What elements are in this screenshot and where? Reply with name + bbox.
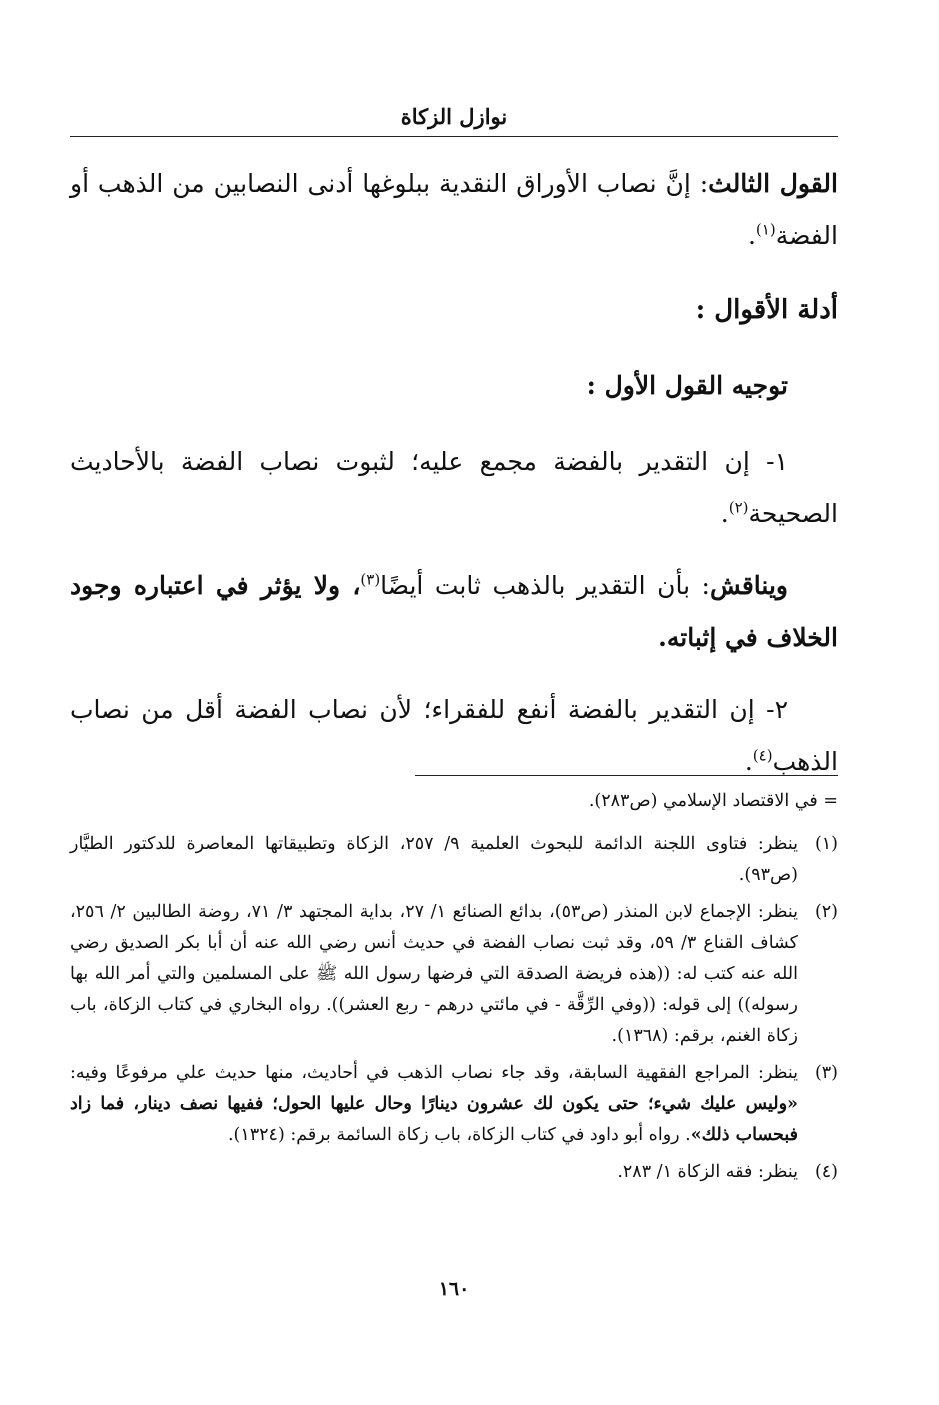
footnote-3-number: (٣) — [814, 1063, 838, 1083]
footnote-3-text-b: . رواه أبو داود في كتاب الزكاة، باب زكاة السائمة برقم: (١٣٢٤). — [227, 1125, 691, 1145]
footnote-3-text-a: ينظر: المراجع الفقهية السابقة، وقد جاء نصاب الذهب في أحاديث، منها حديث علي مرفوعًا وفيه: — [70, 1063, 798, 1083]
discussion-text-b: ، ولا يؤثر في اعتباره وجود الخلاف في إثباته. — [70, 571, 838, 652]
main-text — [70, 158, 838, 808]
footnote-1 — [70, 829, 838, 891]
discussion-paragraph — [70, 560, 838, 664]
footnote-2 — [70, 897, 838, 1052]
footnote-4-text: ينظر: فقه الزكاة ١/ ٢٨٣. — [617, 1162, 798, 1182]
footnote-ref-4[interactable]: (٤) — [752, 746, 773, 765]
footnote-1-number: (١) — [814, 834, 838, 854]
third-opinion-label: القول الثالث — [708, 169, 838, 198]
footnote-1-text: ينظر: فتاوى اللجنة الدائمة للبحوث العلمية ٩/ ٢٥٧، الزكاة وتطبيقاتها المعاصرة للدكتور الطيَّار (ص٩٣). — [70, 834, 798, 885]
point-1-text: ١- إن التقدير بالفضة مجمع عليه؛ لثبوت نصاب الفضة بالأحاديث الصحيحة — [70, 447, 838, 528]
footnote-ref-3[interactable]: (٣) — [360, 570, 381, 589]
subheading-first-opinion: توجيه القول الأول : — [586, 371, 788, 400]
period: . — [744, 747, 753, 776]
period: . — [720, 499, 729, 528]
point-1-paragraph — [70, 436, 838, 540]
running-header: نوازل الزكاة — [400, 104, 508, 129]
footnote-separator — [415, 775, 838, 776]
footnote-4 — [70, 1157, 838, 1188]
point-2-text: ٢- إن التقدير بالفضة أنفع للفقراء؛ لأن نصاب الفضة أقل من نصاب الذهب — [70, 695, 838, 776]
footnote-2-number: (٢) — [814, 902, 838, 922]
discussion-text-a: : بأن التقدير بالذهب ثابت أيضًا — [380, 571, 710, 600]
third-opinion-paragraph — [70, 158, 838, 262]
footnote-2-text: ينظر: الإجماع لابن المنذر (ص٥٣)، بدائع الصنائع ١/ ٢٧، بداية المجتهد ٣/ ٧١، روضة الطالبين ٢/ ٢٥٦، كشاف القناع ٣/ ٥٩، وقد ثبت نصاب الفضة في حديث أنس رضي الله عنه أن أبا بكر الصديق رضي الله عنه كتب له: ((هذه فريضة الصدقة التي فرضها رسول الله ﷺ على المسلمين والتي أمر الله بها رسوله)) إلى قوله: ((وفي الرِّقَّة - في مائتي درهم - ربع العشر)). رواه البخاري في كتاب الزكاة، باب زكاة الغنم، برقم: (١٣٦٨). — [70, 902, 798, 1046]
footnote-3 — [70, 1058, 838, 1151]
footnote-3-hadith-quote: «وليس عليك شيء؛ حتى يكون لك عشرون دينارًا وحال عليها الحول؛ ففيها نصف دينار، فما زاد فبحساب ذلك» — [70, 1094, 798, 1145]
header-rule — [70, 136, 838, 137]
point-2-paragraph — [70, 684, 838, 788]
footnote-continuation: = في الاقتصاد الإسلامي (ص٢٨٣). — [588, 791, 838, 811]
third-opinion-text: : إنَّ نصاب الأوراق النقدية ببلوغها أدنى النصابين من الذهب أو الفضة — [70, 169, 838, 250]
section-heading-evidence: أدلة الأقوال : — [695, 295, 838, 325]
footnote-ref-2[interactable]: (٢) — [728, 498, 749, 517]
footnote-ref-1[interactable]: (١) — [755, 220, 776, 239]
footnotes-block — [70, 786, 838, 1194]
period: . — [747, 221, 756, 250]
discussion-label: ويناقش — [709, 571, 788, 600]
footnote-4-number: (٤) — [814, 1162, 838, 1182]
page-number: ١٦٠ — [438, 1278, 470, 1300]
footnote-3-body — [70, 1058, 798, 1151]
